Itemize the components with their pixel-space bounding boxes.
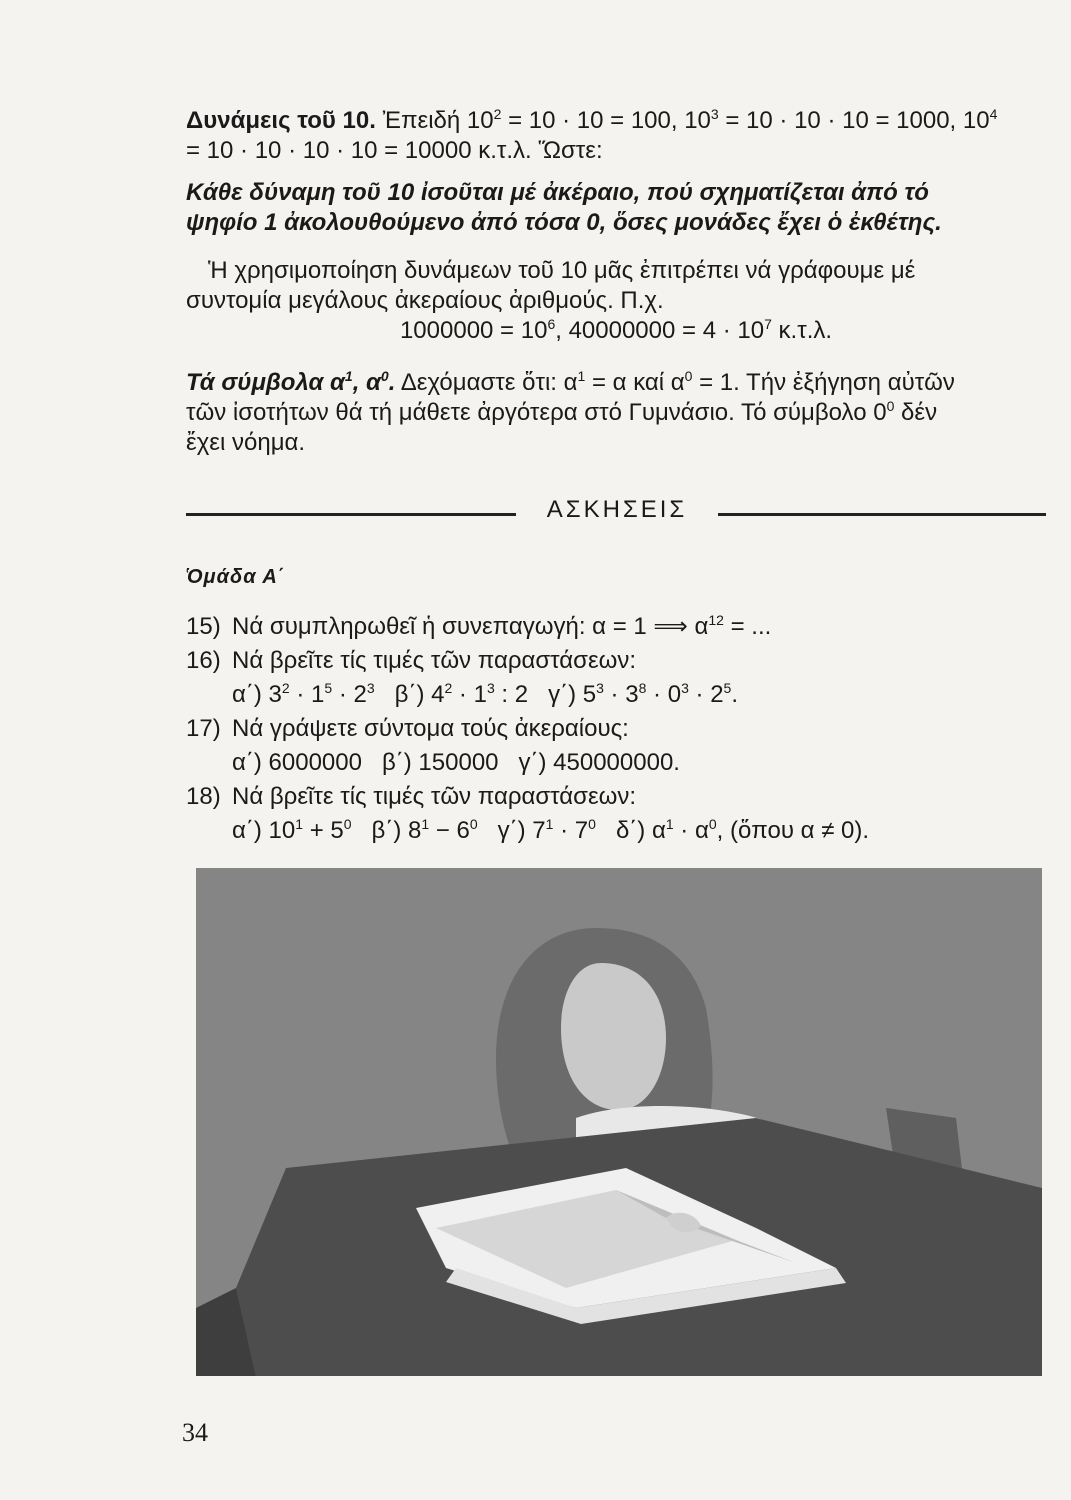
- rule-statement: Κάθε δύναμη τοῦ 10 ἰσοῦται μέ ἀκέραιο, πού σχηματίζεται ἀπό τό ψηφίο 1 ἀκολουθούμενο ἀπό τόσα 0, ὅσες μονάδες ἔχει ὁ ἐκθέτης.: [186, 179, 942, 236]
- paragraph-symbols: Τά σύμβολα $\alpha^1$, $\alpha^0$. Δεχόμαστε ὅτι: $\alpha^1 = \alpha$ καί $\alpha^0 = 1$. Τήν ἐξήγηση αὐτῶν τῶν ἰσοτήτων θά τή μάθετε ἀργότερα στό Γυμνάσιο. Τό σύμβολο $0^0$ δέν ἔχει νόημα.: [186, 368, 955, 456]
- exercises-section-heading: [186, 496, 1046, 526]
- paragraph-usage: Ἡ χρησιμοποίηση δυνάμεων τοῦ 10 μᾶς ἐπιτρέπει νά γράφουμε μέ συντομία μεγάλους ἀκεραίους ἀριθμούς. Π.χ. $1000000 = 10^6$, $40000000 = 4 \cdot 10^7$ κ.τ.λ.: [186, 256, 1046, 346]
- example-line: $1000000 = 10^6$, $40000000 = 4 \cdot 10^7$ κ.τ.λ.: [399, 316, 833, 344]
- group-a-title: Ὁμάδα Α΄: [186, 566, 286, 588]
- paragraph-powers-of-ten: Δυνάμεις τοῦ 10. Ἐπειδή $10^2 = 10 \cdot 10 = 100$, $10^3 = 10 \cdot 10 \cdot 10 = 1000$, $10^4$ = 10 · 10 · 10 · 10 = 10000 κ.τ.λ. Ὥστε:: [186, 106, 998, 164]
- exercise-16-items: α΄) $3^2 \cdot 1^5 \cdot 2^3$ β΄) $4^2 \cdot 1^3$ : 2 γ΄) $5^3 \cdot 3^8 \cdot 0^3 \cdot 2^5$.: [232, 680, 739, 708]
- exercise-list: [186, 610, 1046, 848]
- exercise-15: 15) Νά συμπληρωθεῖ ἡ συνεπαγωγή: α = 1 ⟹ $\alpha^{12}$ = ...: [186, 612, 772, 640]
- heading-powers-of-ten: Δυνάμεις τοῦ 10.: [186, 107, 376, 134]
- section-title: ΑΣΚΗΣΕΙΣ: [546, 496, 688, 523]
- girl-reading-drawing: [196, 868, 1042, 1376]
- exercise-16: 16) Νά βρεῖτε τίς τιμές τῶν παραστάσεων:: [186, 647, 637, 674]
- divider-right: [718, 513, 1046, 516]
- exercise-17-items: α΄) 6000000 β΄) 150000 γ΄) 450000000.: [232, 749, 680, 776]
- exercise-18-items: α΄) $10^1 + 5^0$ β΄) $8^1 - 6^0$ γ΄) $7^1 \cdot 7^0$ δ΄) $\alpha^1 \cdot \alpha^0$, (ὅπου α ≠ 0).: [232, 816, 870, 844]
- page-number: 34: [182, 1418, 208, 1447]
- heading-symbols: Τά σύμβολα $\alpha^1$, $\alpha^0$.: [186, 368, 396, 396]
- exercise-17: 17) Νά γράψετε σύντομα τούς ἀκεραίους:: [186, 715, 629, 742]
- illustration-girl-reading-book: [196, 868, 1042, 1376]
- exercise-18: 18) Νά βρεῖτε τίς τιμές τῶν παραστάσεων:: [186, 783, 637, 810]
- divider-left: [186, 513, 516, 516]
